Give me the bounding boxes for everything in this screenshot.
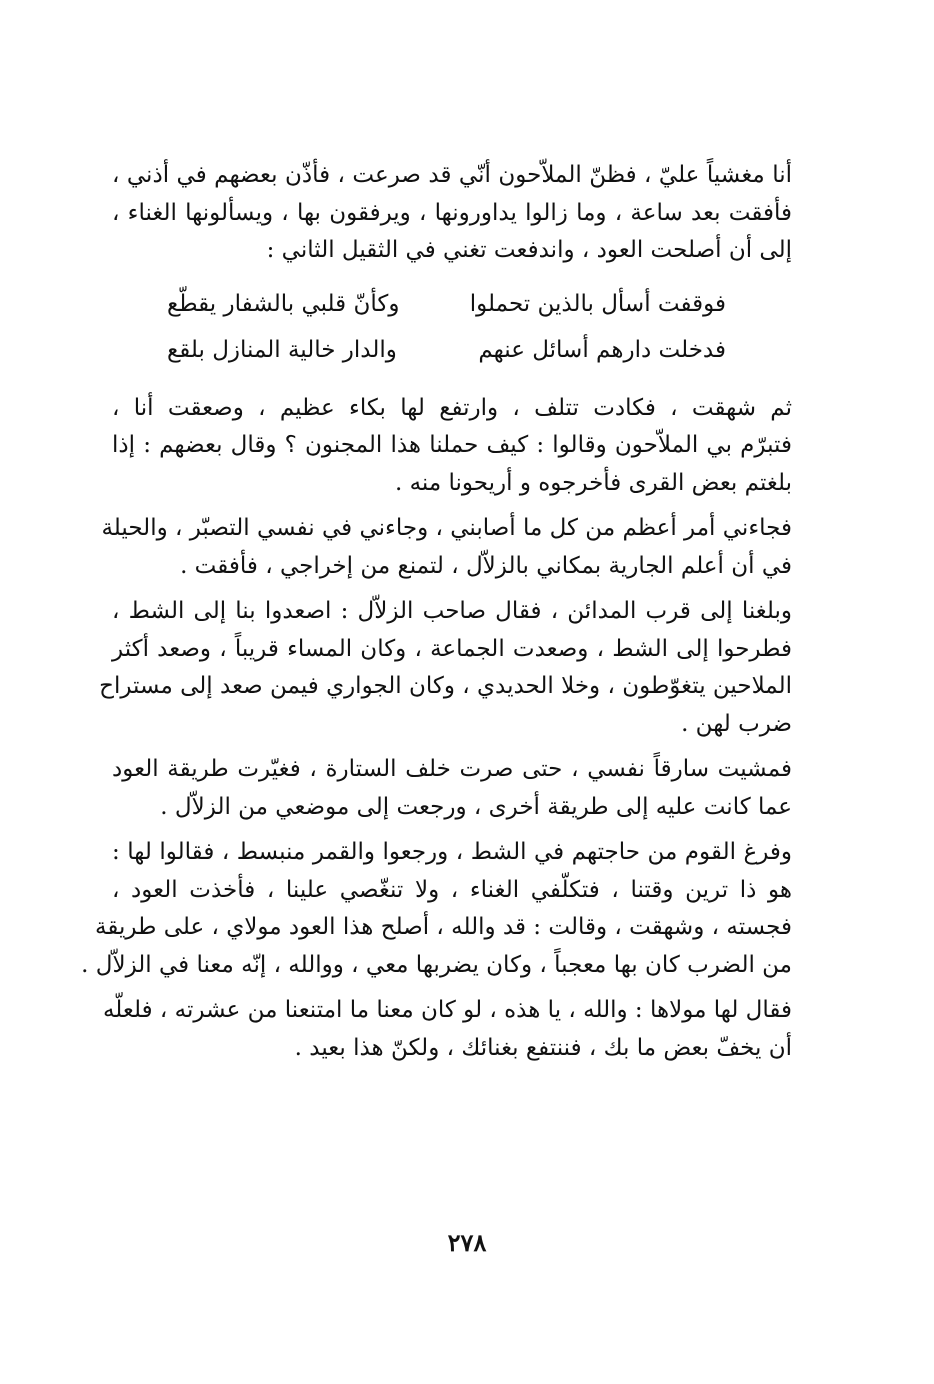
text-line: أن يخفّ بعض ما بك ، فننتفع بغنائك ، ولكنّ هذا بعيد . — [294, 1034, 792, 1061]
paragraph — [112, 756, 792, 831]
page-body — [81, 162, 792, 1072]
verse-first-hemistich: فوقفت أسأل بالذين تحملوا — [469, 290, 726, 317]
text-line: ضرب لهن . — [681, 710, 792, 737]
text-line: هو ذا ترين وقتنا ، فتكلّفي الغناء ، ولا تنغّصي علينا ، فأخذت العود ، — [112, 876, 792, 903]
text-line: وفرغ القوم من حاجتهم في الشط ، ورجعوا والقمر منبسط ، فقالوا لها : — [112, 839, 792, 865]
text-line: فجاءني أمر أعظم من كل ما أصابني ، وجاءني في نفسي التصبّر ، والحيلة — [101, 515, 792, 541]
verse-second-hemistich: والدار خالية المنازل بلقع — [167, 336, 397, 363]
paragraph — [101, 515, 792, 590]
verse-first-hemistich: فدخلت دارهم أسائل عنهم — [478, 336, 726, 363]
paragraph — [99, 598, 792, 748]
verse-second-hemistich: وكأنّ قلبي بالشفار يقطّع — [167, 290, 400, 317]
text-line: في أن أعلم الجارية بمكاني بالزلاّل ، لتمنع من إخراجي ، فأفقت . — [180, 552, 792, 579]
paragraph — [81, 839, 792, 989]
text-line: فأفقت بعد ساعة ، وما زالوا يداورونها ، ويرفقون بها ، ويسألونها الغناء ، — [112, 199, 792, 226]
verse-line — [167, 287, 726, 333]
text-line: عما كانت عليه إلى طريقة أخرى ، ورجعت إلى موضعي من الزلاّل . — [160, 793, 792, 820]
text-line: فقال لها مولاها : والله ، يا هذه ، لو كان معنا ما امتنعنا من عشرته ، فلعلّه — [102, 997, 792, 1023]
text-line: الملاحين يتغوّطون ، وخلا الحديدي ، وكان الجواري فيمن صعد إلى مستراح — [99, 673, 792, 699]
text-line: ثم شهقت ، فكادت تتلف ، وارتفع لها بكاء عظيم ، وصعقت أنا ، — [112, 394, 792, 421]
text-line: بلغتم بعض القرى فأخرجوه و أريحونا منه . — [394, 469, 792, 496]
text-line: فطرحوا إلى الشط ، وصعدت الجماعة ، وكان المساء قريباً ، وصعد أكثر — [112, 635, 792, 662]
paragraph — [112, 395, 792, 508]
text-line: فجسته ، وشهقت ، وقالت : قد والله ، أصلح هذا العود مولاي ، على طريقة — [95, 914, 792, 940]
text-line: إلى أن أصلحت العود ، واندفعت تغني في الثقيل الثاني : — [266, 237, 792, 263]
page-number: ٢٧٨ — [447, 1228, 487, 1257]
text-line: فتبرّم بي الملاّحون وقالوا : كيف حملنا هذا المجنون ؟ وقال بعضهم : إذا — [112, 432, 792, 458]
paragraph — [102, 997, 792, 1072]
text-line: فمشيت سارقاً نفسي ، حتى صرت خلف الستارة ، فغيّرت طريقة العود — [112, 756, 792, 782]
verse-line — [167, 333, 726, 379]
poem-verse — [167, 287, 726, 379]
text-line: أنا مغشياً عليّ ، فظنّ الملاّحون أنّي قد صرعت ، فأذّن بعضهم في أذني ، — [112, 162, 792, 188]
paragraph-intro — [112, 162, 792, 275]
text-line: وبلغنا إلى قرب المدائن ، فقال صاحب الزلاّل : اصعدوا بنا إلى الشط ، — [112, 598, 792, 624]
text-line: من الضرب كان بها معجباً ، وكان يضربها معي ، ووالله ، إنّه معنا في الزلاّل . — [81, 951, 792, 978]
